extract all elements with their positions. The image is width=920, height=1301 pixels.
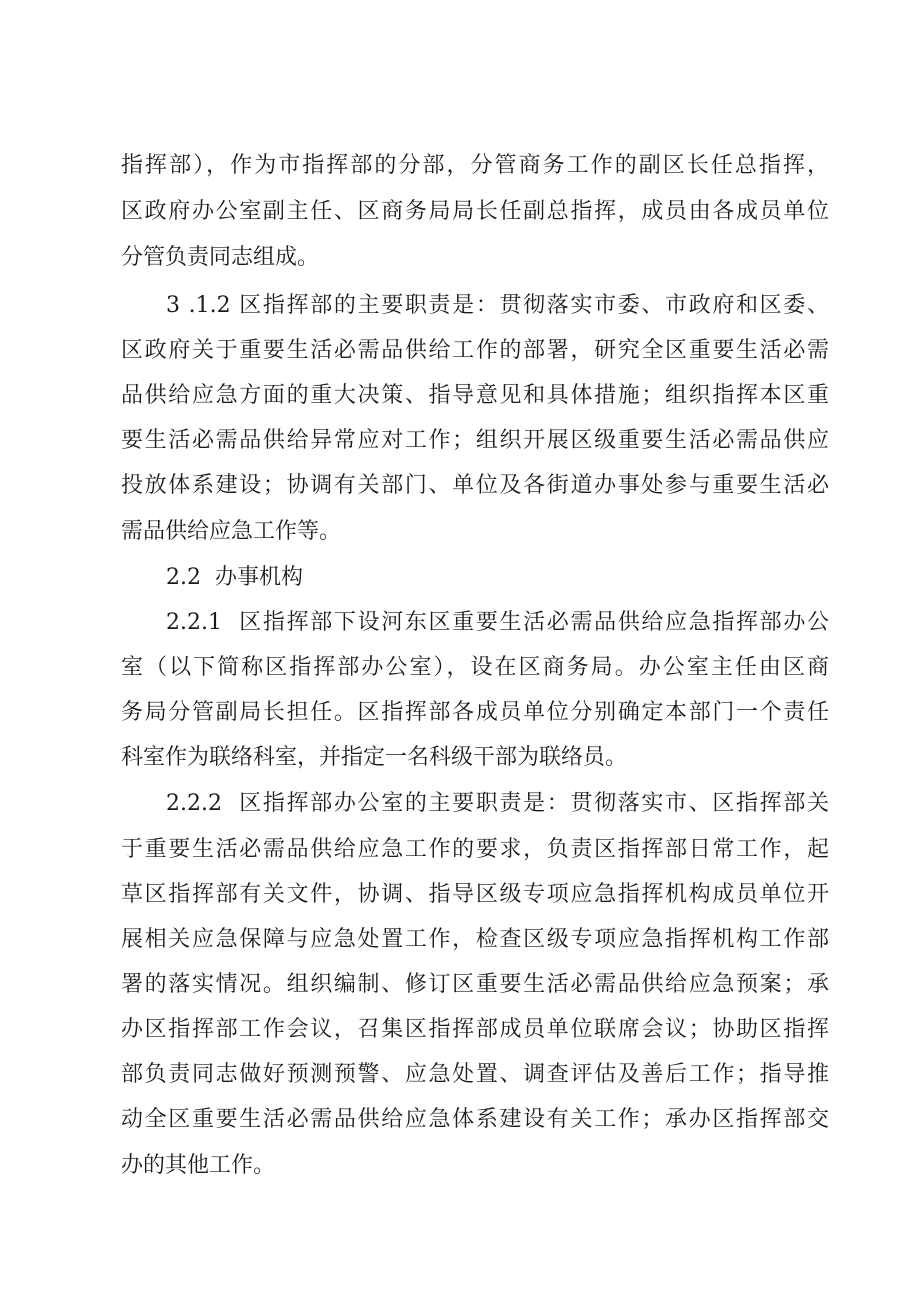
- text-line: 分管负责同志组成。: [121, 245, 320, 270]
- text-line: 区政府办公室副主任、区商务局局长任副总指挥，成员由各成员单位: [121, 199, 829, 224]
- text-line: 署的落实情况。组织编制、修订区重要生活必需品供给应急预案；承: [121, 972, 829, 997]
- text-line: 展相关应急保障与应急处置工作，检查区级专项应急指挥机构工作部: [121, 927, 829, 952]
- text-line: 区政府关于重要生活必需品供给工作的部署，研究全区重要生活必需: [121, 338, 829, 363]
- text-line: 部负责同志做好预测预警、应急处置、调查评估及善后工作；指导推: [121, 1062, 829, 1087]
- text-line: 办的其他工作。: [121, 1153, 276, 1178]
- text-line: 投放体系建设；协调有关部门、单位及各街道办事处参与重要生活必: [121, 473, 829, 498]
- text-line: 2.2.1 区指挥部下设河东区重要生活必需品供给应急指挥部办公: [166, 610, 829, 635]
- text-line: 品供给应急方面的重大决策、指导意见和具体措施；组织指挥本区重: [121, 383, 829, 408]
- text-line: 需品供给应急工作等。: [121, 519, 342, 544]
- text-line: 室（以下简称区指挥部办公室），设在区商务局。办公室主任由区商: [121, 655, 829, 680]
- text-line: 务局分管副局长担任。区指挥部各成员单位分别确定本部门一个责任: [121, 700, 829, 725]
- text-line: 2.2.2 区指挥部办公室的主要职责是：贯彻落实市、区指挥部关: [166, 791, 829, 816]
- text-line: 要生活必需品供给异常应对工作；组织开展区级重要生活必需品供应: [121, 428, 829, 453]
- text-line: 3 .1.2 区指挥部的主要职责是：贯彻落实市委、市政府和区委、: [166, 293, 829, 318]
- text-line: 指挥部），作为市指挥部的分部，分管商务工作的副区长任总指挥，: [121, 153, 829, 178]
- text-line: 草区指挥部有关文件，协调、指导区级专项应急指挥机构成员单位开: [121, 882, 829, 907]
- section-heading: 2.2 办事机构: [166, 565, 303, 590]
- text-line: 科室作为联络科室，并指定一名科级干部为联络员。: [121, 745, 628, 770]
- text-line: 办区指挥部工作会议，召集区指挥部成员单位联席会议；协助区指挥: [121, 1017, 829, 1042]
- text-line: 于重要生活必需品供给应急工作的要求，负责区指挥部日常工作，起: [121, 837, 829, 862]
- text-line: 动全区重要生活必需品供给应急体系建设有关工作；承办区指挥部交: [121, 1107, 829, 1132]
